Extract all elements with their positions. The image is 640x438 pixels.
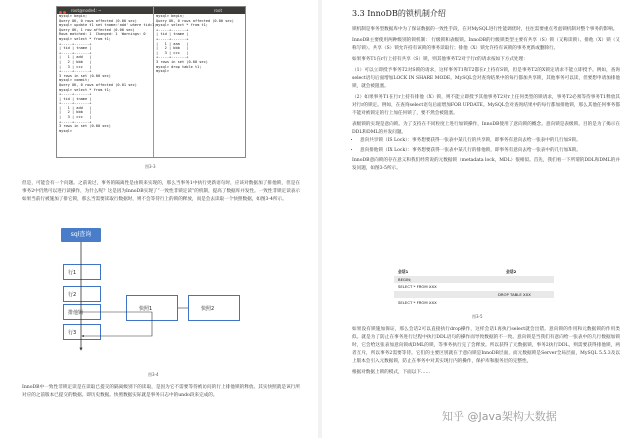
terminal-line: mysql> select * from t1;	[59, 36, 111, 41]
terminal-title: root@node4: ~	[71, 8, 102, 13]
row-box: 行3	[63, 324, 101, 340]
terminal-line: | 3 | ccc |	[156, 50, 189, 55]
terminal-line: | 3 | ccc |	[59, 115, 92, 120]
terminal-line: | tid | tname |	[156, 32, 189, 37]
terminal-line: | 2 | bbb |	[156, 46, 189, 51]
terminal-line: mysql> begin;	[59, 14, 88, 18]
terminal-title: root	[214, 8, 223, 13]
terminal-titlebar	[154, 7, 245, 14]
terminal-line: mysql> select * from t1;	[156, 23, 208, 28]
table-row: BEGIN;	[394, 276, 554, 283]
window-controls-icon	[59, 9, 67, 16]
table-row: SELECT * FROM XXX	[398, 300, 437, 305]
watermark: 知乎 @Java架构大数据	[442, 410, 557, 423]
terminal-line: Query OK, 0 rows affected (0.00 sec)	[59, 18, 137, 23]
figure-caption: 图3-4	[148, 372, 159, 377]
terminal-line: +-----+-------+	[59, 41, 92, 46]
list-item: • 意向排他锁（IX Lock）：事务想要获得一张表中某几行的排他锁，即事务有意向去给一张表中的几行加X锁。	[360, 147, 620, 155]
snapshot-diagram	[60, 228, 270, 353]
terminal-line: 3 rows in set (0.00 sec)	[59, 124, 111, 129]
sql-query-box: sql查询	[61, 228, 101, 242]
terminal-line: 3 rows in set (0.00 sec)	[59, 73, 111, 78]
figure-caption: 图3-3	[145, 164, 156, 169]
left-page	[0, 0, 318, 438]
snapshot-box: 快照1	[126, 295, 178, 321]
table-row: SELECT * FROM XXX	[398, 284, 437, 289]
terminal-right-pane	[154, 7, 245, 157]
table-header-row: 会话1 会话2	[398, 269, 517, 274]
terminal-line: 3 rows in set (0.00 sec)	[156, 59, 208, 64]
terminal-left-pane	[57, 7, 157, 157]
snapshot-redirect-line	[81, 312, 152, 321]
terminal-line: | 1 | add |	[59, 105, 92, 110]
diagram-arrows	[60, 228, 270, 353]
terminal-line: +-----+-------+	[59, 92, 92, 97]
terminal-line: Query OK, 0 rows affected (0.01 sec)	[59, 82, 137, 87]
terminal-line: +-----+-------+	[59, 50, 92, 55]
terminal-line: +-----+-------+	[156, 27, 189, 32]
terminal-line: +-----+-------+	[156, 55, 189, 60]
body-paragraph: 但是，可能会有一个问题。之前说过，事务的隔离性是由锁来实现的，那么当事务1中执行更新语句时，应该对数据加了排他锁，但是在事务2中仍然可以进行读操作，为什么呢？这是因为InnoDB实现了“一致性非锁定读”的机制，提高了数据库并发性。一致性非锁定读表示如果当前行被施加了排它锁，那么当需要读取行数据时，则不会等待行上的锁的释放，而是会去读取一个快照数据，如图3-4所示。	[22, 181, 300, 202]
terminal-output	[57, 14, 157, 133]
terminal-line: Query OK, 0 rows affected (0.00 sec)	[156, 18, 234, 23]
session-table	[394, 268, 554, 308]
terminal-line: | tid | tname |	[59, 96, 92, 101]
terminal-line: mysql>	[156, 69, 172, 74]
terminal-line: +-----+-------+	[59, 69, 92, 74]
list-item: • 意向共享锁（IS Lock）：事务想要获得一张表中某几行的共享锁，即事务有意向去给一张表中的几行加S锁。	[360, 137, 620, 145]
terminal-output	[154, 14, 245, 74]
terminal-line: | 3 | ccc |	[59, 64, 92, 69]
body-paragraph: InnoDB中一致性非锁定读是在读取已提交的隔离级别下的读取，是因为它不需要等待被访问的行上排他锁的释放。其实快照就是该行所对应的之前版本已提交的数据。即历史数据。快照数据实际就是事务日志中的undo段来完成的。	[22, 385, 300, 398]
terminal-line: +-----+-------+	[59, 101, 92, 106]
terminal-line: mysql>	[59, 128, 75, 133]
terminal-line: Rows matched: 1 Changed: 1 Warnings: 0	[59, 32, 146, 37]
terminal-screenshot	[56, 6, 246, 158]
terminal-line: Query OK, 1 row affected (0.00 sec)	[59, 27, 135, 32]
terminal-line: | 1 | aaa |	[156, 41, 189, 46]
terminal-line: +-----+-------+	[59, 119, 92, 124]
exclusive-lock-box: 排他锁	[63, 304, 101, 320]
terminal-line: | 2 | bbb |	[59, 59, 92, 64]
row-box: 行2	[63, 286, 101, 302]
terminal-line: | tid | tname |	[59, 46, 92, 51]
terminal-line: | 2 | bbb |	[59, 110, 92, 115]
snapshot-box: 快照2	[188, 295, 240, 321]
terminal-line: mysql> drop table t1;	[156, 64, 202, 69]
terminal-titlebar	[57, 7, 153, 14]
table-row: DROP TABLE XXX	[394, 291, 554, 298]
row-box: 行1	[63, 264, 101, 280]
terminal-line: mysql> commit;	[59, 78, 90, 83]
figure-caption: 图3-5	[472, 314, 483, 319]
section-heading: 3.3 InnoDB的锁机制介绍	[352, 9, 446, 18]
terminal-line: | 1 | add |	[59, 55, 92, 60]
terminal-line: mysql> update t1 set tname='add' where tid=1;	[59, 23, 157, 28]
intent-lock-list	[352, 137, 620, 155]
body-text-block: 如果没有锁施加保证，那么会话2可以直接执行drop操作，这样会话1再执行select就会出错。意向锁的作用和元数据锁的作用类似。就是为了防止在事务进行过程中执行DDL语句的操作而导致数据的不一致。意向锁是当我们有意向给一张表中的几行数据加锁时，它会给这张表加意向锁或DML的锁，等事务执行完了会释放。所以获得了元数据锁，事务2执行DDL，则需要获得排他锁，两者互斥，所以事务2需要等待。它们的主要区别就在于意向锁是InnoDB层面，而元数据锁是Server全局层面，MySQL 5.5.3及以上版本会引入元数据锁，防止在事务中对其实现行内的操作，保护库和服务层的完整性。 根据对数据上锁的模式，下面以下……	[352, 327, 620, 375]
snapshot-return-line	[82, 321, 152, 336]
body-text-block: 锁机制是事务型数据库中为了保证数据的一致性手段，在对MySQL进行性能调优时，往往需要重点考虑锁机制对整个事务的影响。 InnoDB主要使用两种级别的锁机制： 行级锁和表级锁。InnoDB的行级锁类型主要有共享（S）锁（又称读锁）、排他（X）锁（又称写锁）。共享（S）锁允许持有该锁的事务读取行；排他（X）锁允许持有该锁的事务更新或删除行。 如果事务T1在r行上持有共享（S）锁，则其他事务T2对于行r的请求按如下方式处理： （1）可以立即授予事务T2对S锁的请求，这样事务T1和T2都在r上持有S锁，但是事务T2的X锁定请求不能立即授予。例如，查询select语句后面增加LOCK IN SHARE MODE。MySQL会对查询结果中的每行都加共享锁，其他事务可以读，但要想申请加排他锁，就会被阻塞。 （2）如果事务T1在行r上持有排他（X）锁，则不能立即授予其他事务T2对r上任何类型的锁请求，事务T2必须等待事务T1释放其对行r的锁定。例如，在查询select语句后面增加FOR UPDATE。MySQL会对查询结果中的每行都加排他锁，那么其他任何事务都不能对被锁定的行上加任何锁了，要不然会被阻塞。 表级锁的实现是意向锁。为了支持在不同粒度上进行加锁操作，InnoDB使用了意向锁的概念。意向锁是表级锁。目的是为了揭示在DDL和DML的并发问题。 • 意向共享锁（IS Lock）：事务想要获得一张表中某几行的共享锁，即事务有意向去给一张表中的几行加S锁。 • 意向排他锁（IX Lock）：事务想要获得一张表中某几行的排他锁，即事务有意向去给一张表中的几行加X锁。 InnoDB意向锁的存在意义和我们经常说的元数据锁（metadata lock，MDL）很相似。首先，我们看一下所谓的DDL和DML的并发问题，如图3-5所示。	[352, 26, 620, 173]
terminal-line: mysql> select * from t1;	[59, 87, 111, 92]
terminal-line: mysql> begin;	[156, 14, 185, 18]
right-page	[322, 0, 640, 438]
terminal-line: +-----+-------+	[156, 36, 189, 41]
